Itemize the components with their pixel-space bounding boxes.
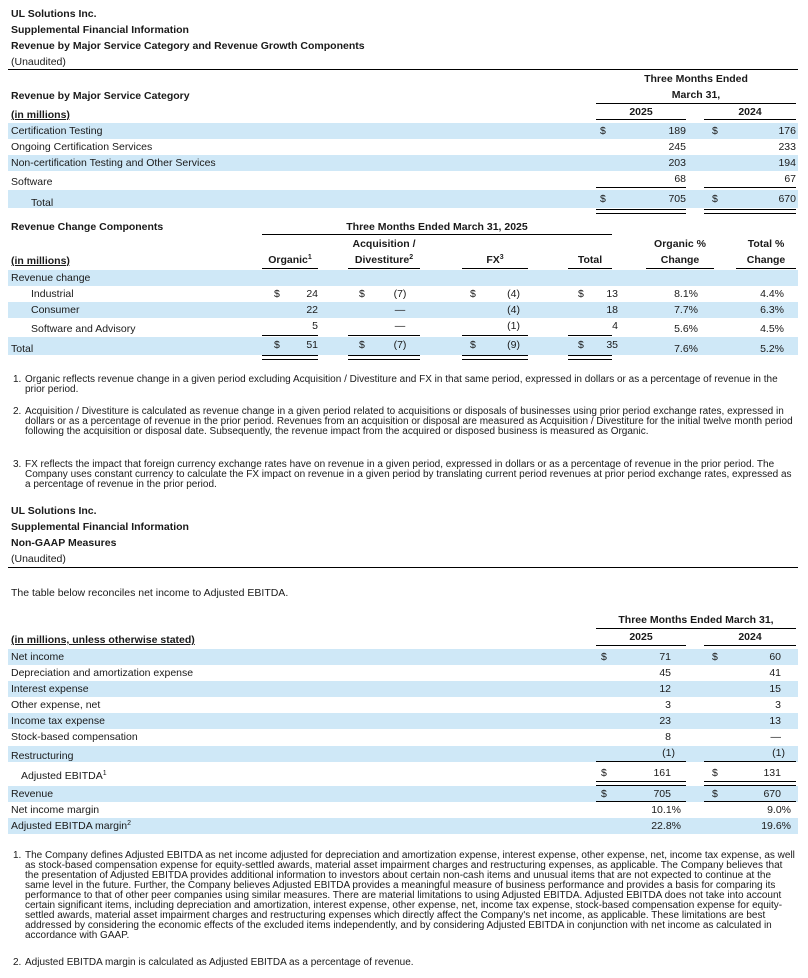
row-label: Interest expense	[11, 683, 89, 695]
acquisition-total: (7)	[393, 339, 407, 351]
total-total: 35	[606, 339, 618, 351]
divider	[8, 69, 798, 70]
row-label: Net income margin	[11, 804, 100, 816]
table-heading: Revenue by Major Service Category	[11, 90, 190, 102]
value-2025: 45	[659, 667, 671, 679]
units-label: (in millions, unless otherwise stated)	[11, 634, 195, 646]
value-2025: 23	[659, 715, 671, 727]
column-header-2025: 2025	[629, 106, 653, 118]
value-2024: 194	[778, 157, 796, 169]
adjusted-ebitda-margin-label: Adjusted EBITDA margin$^2$	[11, 820, 132, 832]
column-header-total: Total	[577, 254, 603, 266]
units-label: (in millions)	[11, 109, 70, 121]
column-header-2024: 2024	[738, 106, 762, 118]
column-header-organic-pct-change: Change	[660, 254, 700, 266]
row-label: Depreciation and amortization expense	[11, 667, 194, 679]
period-title: Three Months Ended	[644, 73, 748, 85]
currency-sign: $	[274, 288, 280, 300]
value-2024: —	[770, 731, 781, 743]
value-2024: 41	[769, 667, 781, 679]
organic-pct-total: 7.6%	[674, 343, 698, 355]
section-label: Revenue change	[11, 272, 91, 284]
column-header-fx: $FX^3$	[486, 254, 504, 266]
footnote-acquisition: 2. Acquisition / Divestiture is calculated as revenue change in a given period related to acquisitions or disposals of businesses using prior period exchange rates, expressed in dollars or as a percentage of revenue in the prior period. Revenues from an acquisition or disposal are measured as Acquisition / Divestiture for the initial twelve month period following the acquisition or disposal date. Subsequently, the revenue impact from the acquired or disposed business is measured as Organic.	[13, 406, 793, 437]
total-value: 18	[606, 304, 618, 316]
total-pct: 4.4%	[760, 288, 784, 300]
currency-sign: $	[712, 651, 718, 663]
row-label: Revenue	[11, 788, 54, 800]
row-label: Certification Testing	[11, 125, 103, 137]
footnote-organic: 1. Organic reflects revenue change in a given period excluding Acquisition / Divestiture and FX in that same period, expressed in dollars or as a percentage of revenue in the prior period.	[13, 374, 778, 395]
fx-total: (9)	[507, 339, 520, 351]
footnote-adjusted-ebitda: 1. The Company defines Adjusted EBITDA as net income adjusted for depreciation and amortization expense, interest expense, other expense, net, income tax expense, as well as stock-based compensation expense for equity-settled awards, material asset impairment charges and restructuring expenses, as applicable. The Company believes that the presentation of Adjusted EBITDA provides additional information to investors about certain non-cash items and unusual items that are not expected to continue at the same level in the future. Further, the Company believes Adjusted EBITDA provides a meaningful measure of business performance and provides a basis for comparing its performance to that of other peer companies using similar measures. There are material limitations to using Adjusted EBITDA. Adjusted EBITDA does not take into account certain significant items, including depreciation and amortization, interest expense, other expense, net, income tax expense, stock-based compensation expense for equity-settled awards, material asset impairment charges and restructuring expenses which directly affect the Company's net income, as applicable. These limitations are best addressed by considering the economic effects of the excluded items independently, and by considering Adjusted EBITDA in conjunction with net income as calculated in accordance with GAAP.	[13, 850, 795, 941]
currency-sign: $	[712, 125, 718, 137]
value-2024: 60	[769, 651, 781, 663]
row-label: Income tax expense	[11, 715, 105, 727]
row-label: Software and Advisory	[31, 323, 136, 335]
value-2025: 3	[665, 699, 671, 711]
row-label: Consumer	[31, 304, 80, 316]
value-2024: 233	[778, 141, 796, 153]
currency-sign: $	[601, 788, 607, 800]
value-2025: 245	[668, 141, 686, 153]
adjusted-ebitda-label: Adjusted EBITDA$^1$	[21, 770, 107, 782]
value-2025: (1)	[662, 747, 675, 759]
column-header-2024: 2024	[738, 631, 762, 643]
period-date: March 31,	[671, 89, 721, 101]
value-2025: 10.1%	[651, 804, 681, 816]
report-subtitle: Revenue by Major Service Category and Revenue Growth Components	[11, 40, 365, 52]
value-2024: (1)	[772, 747, 785, 759]
company-name: UL Solutions Inc.	[11, 505, 97, 517]
value-2025: 705	[653, 788, 671, 800]
total-pct-total: 5.2%	[760, 343, 784, 355]
acquisition-value: (7)	[393, 288, 407, 300]
value-2025: 22.8%	[651, 820, 681, 832]
column-header-total-pct-change: Change	[746, 254, 786, 266]
report-subtitle: Non-GAAP Measures	[11, 537, 117, 549]
column-header-acquisition: Acquisition /	[352, 238, 416, 250]
currency-sign: $	[712, 767, 718, 779]
value-2024: 131	[763, 767, 781, 779]
value-2024: 67	[784, 173, 796, 185]
total-label: Total	[11, 343, 34, 355]
value-2025: 12	[659, 683, 671, 695]
unaudited-label: (Unaudited)	[11, 553, 66, 565]
total-value: 13	[606, 288, 618, 300]
units-label: (in millions)	[11, 255, 70, 267]
row-label: Net income	[11, 651, 65, 663]
total-pct: 6.3%	[760, 304, 784, 316]
organic-value: 24	[306, 288, 318, 300]
column-header-organic-pct: Organic %	[654, 238, 706, 250]
section-title: Supplemental Financial Information	[11, 521, 189, 533]
currency-sign: $	[470, 339, 476, 351]
value-2024: 15	[769, 683, 781, 695]
currency-sign: $	[359, 288, 365, 300]
value-2025: 8	[665, 731, 671, 743]
section-title: Supplemental Financial Information	[11, 24, 189, 36]
row-label: Ongoing Certification Services	[11, 141, 153, 153]
currency-sign: $	[578, 288, 584, 300]
currency-sign: $	[601, 767, 607, 779]
company-name: UL Solutions Inc.	[11, 8, 97, 20]
currency-sign: $	[712, 193, 718, 205]
column-header-total-pct: Total %	[747, 238, 785, 250]
column-header-organic: Organic$^1$	[268, 254, 312, 266]
divider	[8, 567, 798, 568]
footnote-ebitda-margin: 2. Adjusted EBITDA margin is calculated as Adjusted EBITDA as a percentage of revenue.	[13, 957, 414, 968]
value-2024: 19.6%	[761, 820, 791, 832]
value-2024: 176	[778, 125, 796, 137]
unaudited-label: (Unaudited)	[11, 56, 66, 68]
currency-sign: $	[470, 288, 476, 300]
currency-sign: $	[359, 339, 365, 351]
value-2025: 68	[674, 173, 686, 185]
total-pct: 4.5%	[760, 323, 784, 335]
value-2024: 670	[763, 788, 781, 800]
organic-pct: 8.1%	[674, 288, 698, 300]
total-2025: 705	[668, 193, 686, 205]
currency-sign: $	[600, 125, 606, 137]
column-header-2025: 2025	[629, 631, 653, 643]
value-2024: 9.0%	[767, 804, 791, 816]
period-title: Three Months Ended March 31,	[618, 614, 774, 626]
column-header-divestiture: Divestiture$^2$	[354, 254, 414, 266]
intro-text: The table below reconciles net income to Adjusted EBITDA.	[11, 587, 289, 599]
acquisition-value: —	[394, 320, 406, 332]
value-2024: 3	[775, 699, 781, 711]
organic-value: 22	[306, 304, 318, 316]
fx-value: (1)	[507, 320, 520, 332]
currency-sign: $	[600, 193, 606, 205]
total-value: 4	[612, 320, 618, 332]
row-label: Stock-based compensation	[11, 731, 138, 743]
fx-value: (4)	[507, 288, 520, 300]
currency-sign: $	[712, 788, 718, 800]
row-label: Software	[11, 176, 53, 188]
value-2024: 13	[769, 715, 781, 727]
value-2025: 161	[653, 767, 671, 779]
organic-pct: 5.6%	[674, 323, 698, 335]
value-2025: 203	[668, 157, 686, 169]
row-label: Non-certification Testing and Other Services	[11, 157, 216, 169]
row-label: Other expense, net	[11, 699, 101, 711]
row-label: Restructuring	[11, 750, 74, 762]
footnote-fx: 3. FX reflects the impact that foreign currency exchange rates have on revenue in a given period, expressed in dollars or as a percentage of revenue in the prior period. The Company uses constant currency to calculate the FX impact on revenue in a given period by translating current period revenues at prior period exchange rates, expressed as a percentage of revenue in the prior period.	[13, 459, 792, 490]
value-2025: 189	[668, 125, 686, 137]
acquisition-value: —	[394, 304, 406, 316]
currency-sign: $	[274, 339, 280, 351]
organic-value: 5	[312, 320, 318, 332]
row-label: Industrial	[31, 288, 74, 300]
period-title: Three Months Ended March 31, 2025	[346, 221, 528, 233]
organic-total: 51	[306, 339, 318, 351]
total-label: Total	[31, 197, 54, 209]
table-heading: Revenue Change Components	[11, 221, 164, 233]
currency-sign: $	[601, 651, 607, 663]
organic-pct: 7.7%	[674, 304, 698, 316]
fx-value: (4)	[507, 304, 520, 316]
total-2024: 670	[778, 193, 796, 205]
value-2025: 71	[659, 651, 671, 663]
currency-sign: $	[578, 339, 584, 351]
